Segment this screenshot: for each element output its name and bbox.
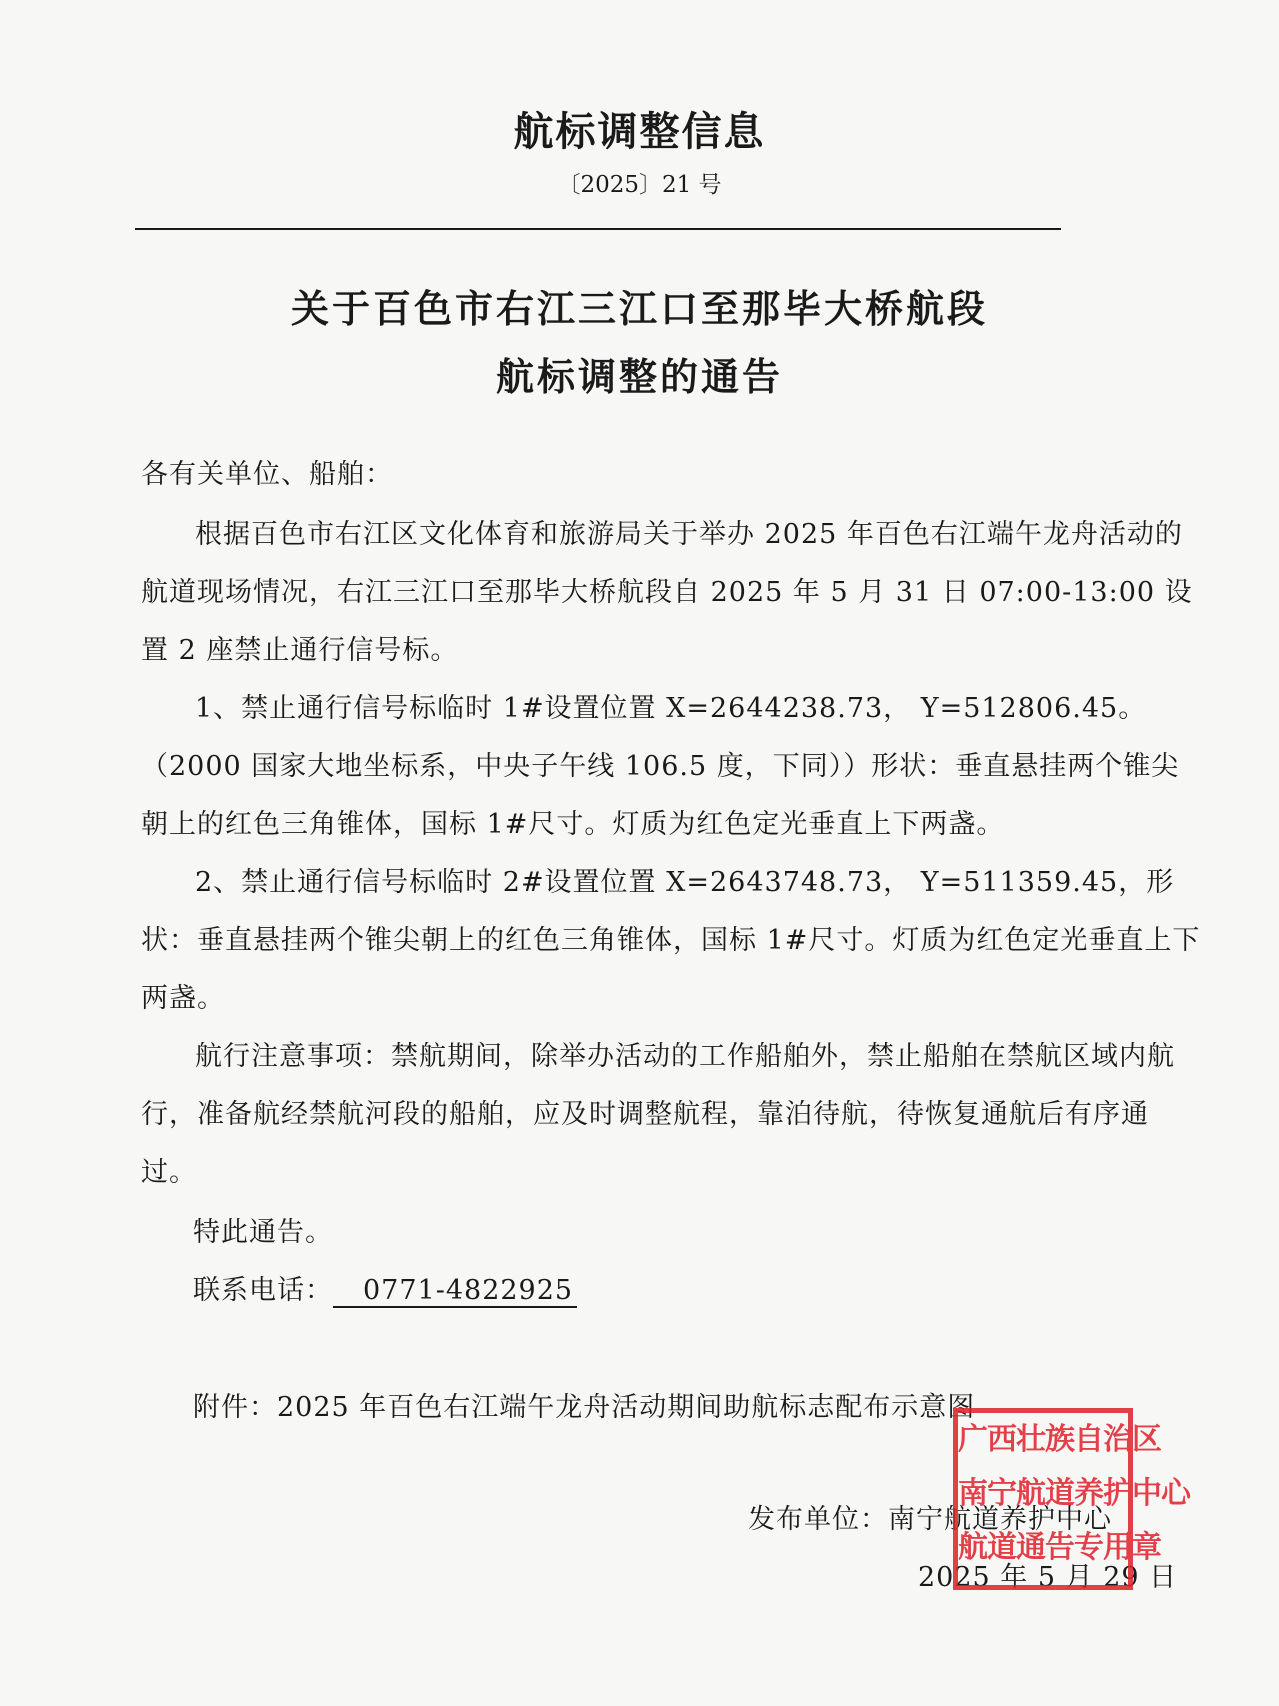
header-title: 航标调整信息 bbox=[513, 108, 766, 155]
paragraph-1: 根据百色市右江区文化体育和旅游局关于举办 2025 年百色右江端午龙舟活动的航道现场情况，右江三江口至那毕大桥航段自 2025 年 5 月 31 日 07:00-13:00 设置 2 座禁止通行信号标。 bbox=[141, 519, 1193, 666]
notice-title-line1: 关于百色市右江三江口至那毕大桥航段 bbox=[290, 286, 988, 331]
seal-line2: 南宁航道养护中心 bbox=[958, 1476, 1190, 1511]
document-number: 〔2025〕21 号 bbox=[557, 172, 722, 198]
paragraph-3: 2、禁止通行信号标临时 2#设置位置 X=2643748.73， Y=511359.45，形状：垂直悬挂两个锥尖朝上的红色三角锥体，国标 1#尺寸。灯质为红色定光垂直上下两盏。 bbox=[141, 867, 1201, 1014]
issue-date: 2025 年 5 月 29 日 bbox=[918, 1562, 1178, 1593]
paragraph-4: 航行注意事项：禁航期间，除举办活动的工作船舶外，禁止船舶在禁航区域内航行，准备航经禁航河段的船舶，应及时调整航程，靠泊待航，待恢复通航后有序通过。 bbox=[141, 1041, 1175, 1188]
closing-text: 特此通告。 bbox=[193, 1217, 333, 1248]
contact-label: 联系电话： bbox=[193, 1275, 333, 1306]
contact-line bbox=[193, 1268, 577, 1308]
paragraph-2: 1、禁止通行信号标临时 1#设置位置 X=2644238.73， Y=512806.45。（2000 国家大地坐标系，中央子午线 106.5 度，下同））形状：垂直悬挂两个锥尖朝上的红色三角锥体，国标 1#尺寸。灯质为红色定光垂直上下两盏。 bbox=[141, 693, 1180, 840]
contact-phone: 0771-4822925 bbox=[333, 1275, 577, 1308]
salutation: 各有关单位、船舶： bbox=[141, 459, 393, 490]
header-divider bbox=[135, 228, 1061, 230]
seal-line3: 航道通告专用章 bbox=[958, 1530, 1161, 1565]
notice-title-line2: 航标调整的通告 bbox=[495, 354, 783, 399]
publisher: 发布单位：南宁航道养护中心 bbox=[748, 1504, 1112, 1535]
official-seal bbox=[953, 1408, 1190, 1590]
seal-line1: 广西壮族自治区 bbox=[958, 1422, 1161, 1457]
attachment-line: 附件：2025 年百色右江端午龙舟活动期间助航标志配布示意图 bbox=[193, 1392, 976, 1423]
